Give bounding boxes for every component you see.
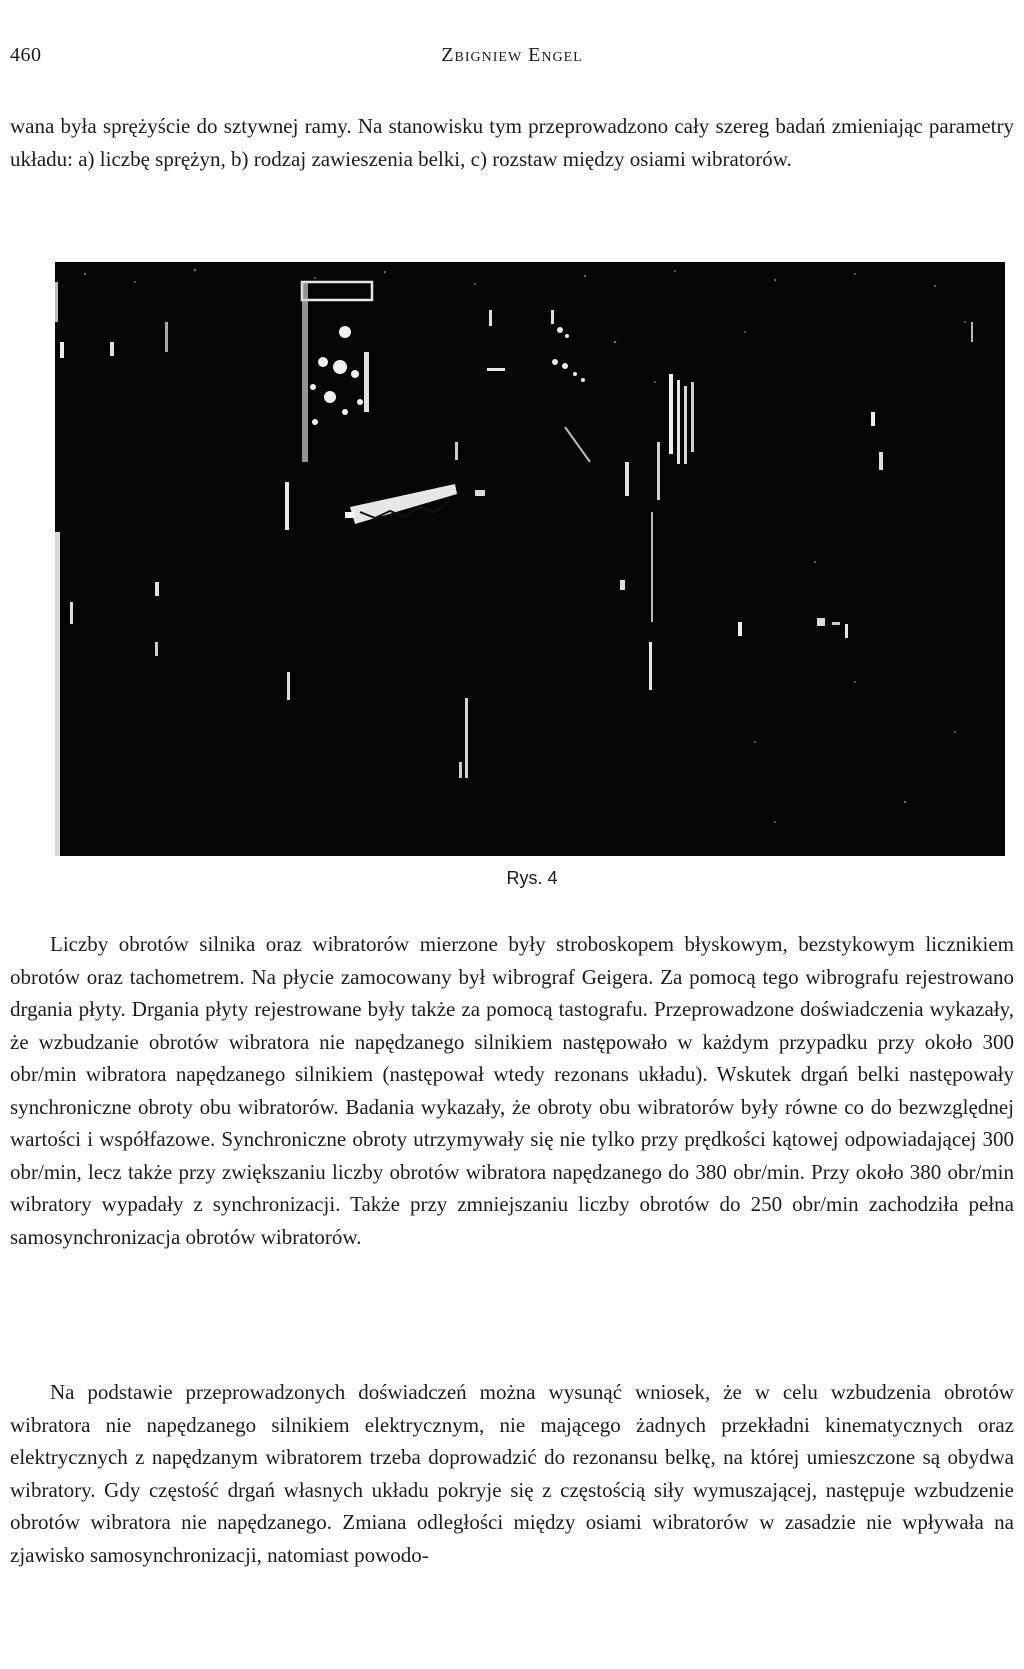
page-number: 460 [10,44,42,66]
paragraph-measurements: Liczby obrotów silnika oraz wibratorów mierzone były stroboskopem błyskowym, bezstykowym licznikiem obrotów oraz tachometrem. Na płycie zamocowany był wibrograf Geigera. Za pomocą tego wibrografu rejestrowano drgania płyty. Drgania płyty rejestrowane były także za pomocą tastografu. Przeprowadzone doświadczenia wykazały, że wzbudzanie obrotów wibratora nie napędzanego silnikiem następowało w każdym przypadku przy około 300 obr/min wibratora napędzanego silnikiem (następował wtedy rezonans układu). Wskutek drgań belki następowały synchroniczne obroty obu wibratorów. Badania wykazały, że obroty obu wibratorów były równe co do bezwzględnej wartości i współfazowe. Synchroniczne obroty utrzymywały się nie tylko przy prędkości kątowej odpowiadającej 300 obr/min, lecz także przy zwiększaniu liczby obrotów wibratora napędzanego do 380 obr/min. Przy około 380 obr/min wibratory wypadały z synchronizacji. Także przy zmniejszaniu liczby obrotów do 250 obr/min zachodziła pełna samosynchronizacja obrotów wibratorów. [10,932,1014,1249]
running-head: Zbigniew Engel [441,44,583,66]
paragraph-intro: wana była sprężyście do sztywnej ramy. Na stanowisku tym przeprowadzono cały szereg badań zmieniając parametry układu: a) liczbę sprężyn, b) rodzaj zawieszenia belki, c) rozstaw między osiami wibratorów. [10,114,1014,171]
photo-test-stand [55,262,1005,856]
figure-photo [55,262,1005,856]
paragraph-conclusion: Na podstawie przeprowadzonych doświadczeń można wysunąć wniosek, że w celu wzbudzenia obrotów wibratora nie napędzanego silnikiem elektrycznym, nie mającego żadnych przekładni kinematycznych oraz elektrycznych z napędzanym wibratorem trzeba doprowadzić do rezonansu belkę, na której umieszczone są obydwa wibratory. Gdy częstość drgań własnych układu pokryje się z częstością siły wymuszającej, następuje wzbudzenie obrotów wibratora nie napędzanego. Zmiana odległości między osiami wibratorów w zasadzie nie wpływała na zjawisko samosynchronizacji, natomiast powodo- [10,1380,1014,1567]
page-header [10,44,1014,72]
figure-caption: Rys. 4 [506,868,558,888]
